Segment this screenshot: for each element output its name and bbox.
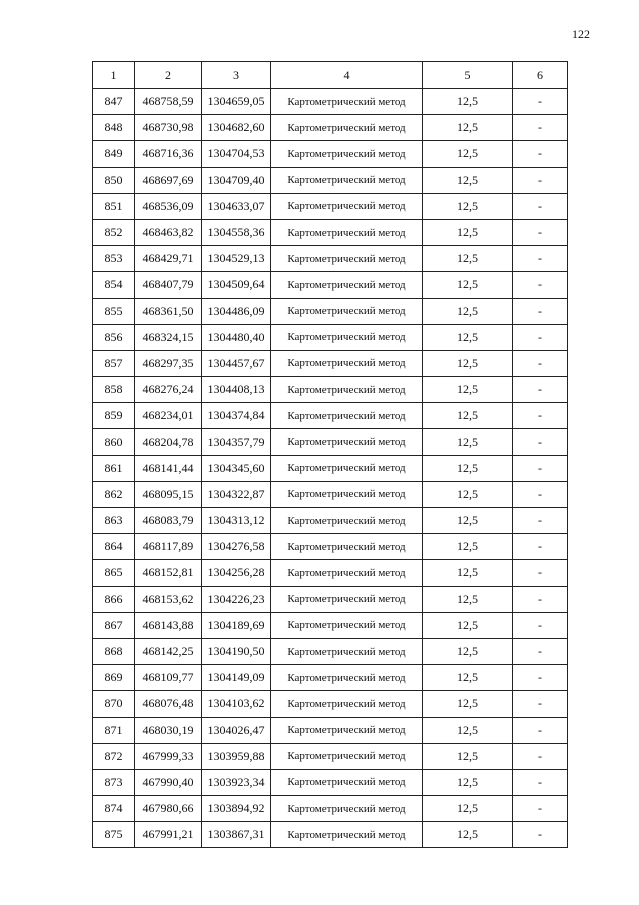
method-cell: Картометрический метод [271,796,423,822]
accuracy-cell: 12,5 [423,717,513,743]
y-coordinate-cell: 1304226,23 [202,586,271,612]
note-cell: - [513,665,568,691]
accuracy-cell: 12,5 [423,324,513,350]
note-cell: - [513,403,568,429]
point-number-cell: 871 [93,717,135,743]
point-number-cell: 853 [93,246,135,272]
y-coordinate-cell: 1304026,47 [202,717,271,743]
y-coordinate-cell: 1304189,69 [202,612,271,638]
x-coordinate-cell: 467999,33 [135,743,202,769]
y-coordinate-cell: 1304190,50 [202,638,271,664]
table-row [93,115,568,141]
table-row [93,377,568,403]
method-cell: Картометрический метод [271,638,423,664]
table-row [93,534,568,560]
x-coordinate-cell: 468076,48 [135,691,202,717]
point-number-cell: 857 [93,350,135,376]
x-coordinate-cell: 468697,69 [135,167,202,193]
method-cell: Картометрический метод [271,691,423,717]
accuracy-cell: 12,5 [423,481,513,507]
x-coordinate-cell: 468463,82 [135,219,202,245]
point-number-cell: 861 [93,455,135,481]
table-row [93,665,568,691]
x-coordinate-cell: 468117,89 [135,534,202,560]
x-coordinate-cell: 468429,71 [135,246,202,272]
point-number-cell: 875 [93,822,135,848]
x-coordinate-cell: 468204,78 [135,429,202,455]
point-number-cell: 863 [93,508,135,534]
point-number-cell: 874 [93,796,135,822]
x-coordinate-cell: 468730,98 [135,115,202,141]
note-cell: - [513,796,568,822]
table-row [93,638,568,664]
y-coordinate-cell: 1304480,40 [202,324,271,350]
y-coordinate-cell: 1303923,34 [202,769,271,795]
accuracy-cell: 12,5 [423,612,513,638]
note-cell: - [513,638,568,664]
note-cell: - [513,508,568,534]
note-cell: - [513,298,568,324]
accuracy-cell: 12,5 [423,350,513,376]
note-cell: - [513,167,568,193]
note-cell: - [513,324,568,350]
point-number-cell: 872 [93,743,135,769]
x-coordinate-cell: 468324,15 [135,324,202,350]
table-row [93,822,568,848]
note-cell: - [513,115,568,141]
x-coordinate-cell: 468152,81 [135,560,202,586]
y-coordinate-cell: 1304276,58 [202,534,271,560]
y-coordinate-cell: 1304682,60 [202,115,271,141]
y-coordinate-cell: 1303867,31 [202,822,271,848]
y-coordinate-cell: 1304149,09 [202,665,271,691]
table-row [93,508,568,534]
y-coordinate-cell: 1304704,53 [202,141,271,167]
method-cell: Картометрический метод [271,219,423,245]
column-header: 3 [202,62,271,89]
table-row [93,560,568,586]
y-coordinate-cell: 1304457,67 [202,350,271,376]
x-coordinate-cell: 468716,36 [135,141,202,167]
accuracy-cell: 12,5 [423,560,513,586]
accuracy-cell: 12,5 [423,141,513,167]
accuracy-cell: 12,5 [423,665,513,691]
point-number-cell: 847 [93,89,135,115]
accuracy-cell: 12,5 [423,167,513,193]
accuracy-cell: 12,5 [423,822,513,848]
point-number-cell: 849 [93,141,135,167]
y-coordinate-cell: 1304529,13 [202,246,271,272]
point-number-cell: 858 [93,377,135,403]
method-cell: Картометрический метод [271,586,423,612]
method-cell: Картометрический метод [271,455,423,481]
y-coordinate-cell: 1304256,28 [202,560,271,586]
point-number-cell: 852 [93,219,135,245]
accuracy-cell: 12,5 [423,298,513,324]
y-coordinate-cell: 1304322,87 [202,481,271,507]
column-header: 6 [513,62,568,89]
note-cell: - [513,743,568,769]
y-coordinate-cell: 1304509,64 [202,272,271,298]
point-number-cell: 868 [93,638,135,664]
point-number-cell: 856 [93,324,135,350]
point-number-cell: 851 [93,193,135,219]
x-coordinate-cell: 468030,19 [135,717,202,743]
table-row [93,796,568,822]
note-cell: - [513,612,568,638]
point-number-cell: 864 [93,534,135,560]
method-cell: Картометрический метод [271,769,423,795]
table-row [93,89,568,115]
method-cell: Картометрический метод [271,115,423,141]
note-cell: - [513,89,568,115]
point-number-cell: 854 [93,272,135,298]
point-number-cell: 873 [93,769,135,795]
x-coordinate-cell: 468758,59 [135,89,202,115]
point-number-cell: 869 [93,665,135,691]
point-number-cell: 862 [93,481,135,507]
table-row [93,167,568,193]
table-row [93,403,568,429]
x-coordinate-cell: 468142,25 [135,638,202,664]
note-cell: - [513,586,568,612]
y-coordinate-cell: 1304558,36 [202,219,271,245]
x-coordinate-cell: 468143,88 [135,612,202,638]
x-coordinate-cell: 468234,01 [135,403,202,429]
table-row [93,298,568,324]
x-coordinate-cell: 468407,79 [135,272,202,298]
note-cell: - [513,193,568,219]
y-coordinate-cell: 1304374,84 [202,403,271,429]
accuracy-cell: 12,5 [423,272,513,298]
method-cell: Картометрический метод [271,350,423,376]
y-coordinate-cell: 1304633,07 [202,193,271,219]
column-header: 1 [93,62,135,89]
x-coordinate-cell: 468297,35 [135,350,202,376]
x-coordinate-cell: 468095,15 [135,481,202,507]
point-number-cell: 860 [93,429,135,455]
y-coordinate-cell: 1303959,88 [202,743,271,769]
table-row [93,246,568,272]
x-coordinate-cell: 468361,50 [135,298,202,324]
accuracy-cell: 12,5 [423,691,513,717]
note-cell: - [513,560,568,586]
method-cell: Картометрический метод [271,717,423,743]
method-cell: Картометрический метод [271,743,423,769]
y-coordinate-cell: 1304408,13 [202,377,271,403]
accuracy-cell: 12,5 [423,193,513,219]
y-coordinate-cell: 1304709,40 [202,167,271,193]
accuracy-cell: 12,5 [423,508,513,534]
accuracy-cell: 12,5 [423,796,513,822]
column-header: 5 [423,62,513,89]
note-cell: - [513,534,568,560]
table-row [93,586,568,612]
note-cell: - [513,481,568,507]
method-cell: Картометрический метод [271,560,423,586]
y-coordinate-cell: 1304486,09 [202,298,271,324]
column-header: 2 [135,62,202,89]
column-header: 4 [271,62,423,89]
table-body [93,89,568,848]
x-coordinate-cell: 468153,62 [135,586,202,612]
table-row [93,141,568,167]
note-cell: - [513,769,568,795]
x-coordinate-cell: 467980,66 [135,796,202,822]
method-cell: Картометрический метод [271,298,423,324]
accuracy-cell: 12,5 [423,429,513,455]
point-number-cell: 867 [93,612,135,638]
table-row [93,272,568,298]
method-cell: Картометрический метод [271,377,423,403]
x-coordinate-cell: 468276,24 [135,377,202,403]
table-row [93,612,568,638]
table-row [93,193,568,219]
method-cell: Картометрический метод [271,193,423,219]
method-cell: Картометрический метод [271,167,423,193]
note-cell: - [513,141,568,167]
accuracy-cell: 12,5 [423,219,513,245]
coordinates-table [92,61,568,848]
accuracy-cell: 12,5 [423,586,513,612]
point-number-cell: 850 [93,167,135,193]
point-number-cell: 865 [93,560,135,586]
method-cell: Картометрический метод [271,612,423,638]
note-cell: - [513,219,568,245]
method-cell: Картометрический метод [271,272,423,298]
accuracy-cell: 12,5 [423,115,513,141]
x-coordinate-cell: 467990,40 [135,769,202,795]
table-row [93,350,568,376]
table-row [93,717,568,743]
point-number-cell: 855 [93,298,135,324]
note-cell: - [513,246,568,272]
x-coordinate-cell: 468083,79 [135,508,202,534]
method-cell: Картометрический метод [271,429,423,455]
accuracy-cell: 12,5 [423,743,513,769]
y-coordinate-cell: 1304103,62 [202,691,271,717]
table-row [93,691,568,717]
point-number-cell: 859 [93,403,135,429]
method-cell: Картометрический метод [271,534,423,560]
note-cell: - [513,822,568,848]
note-cell: - [513,429,568,455]
note-cell: - [513,272,568,298]
table-header-row [93,62,568,89]
accuracy-cell: 12,5 [423,377,513,403]
method-cell: Картометрический метод [271,822,423,848]
accuracy-cell: 12,5 [423,403,513,429]
y-coordinate-cell: 1304357,79 [202,429,271,455]
method-cell: Картометрический метод [271,665,423,691]
note-cell: - [513,377,568,403]
y-coordinate-cell: 1304345,60 [202,455,271,481]
accuracy-cell: 12,5 [423,638,513,664]
note-cell: - [513,717,568,743]
x-coordinate-cell: 467991,21 [135,822,202,848]
accuracy-cell: 12,5 [423,534,513,560]
x-coordinate-cell: 468536,09 [135,193,202,219]
accuracy-cell: 12,5 [423,246,513,272]
note-cell: - [513,350,568,376]
x-coordinate-cell: 468141,44 [135,455,202,481]
table-row [93,455,568,481]
table-row [93,429,568,455]
note-cell: - [513,691,568,717]
point-number-cell: 848 [93,115,135,141]
table-row [93,219,568,245]
note-cell: - [513,455,568,481]
table-row [93,324,568,350]
point-number-cell: 866 [93,586,135,612]
method-cell: Картометрический метод [271,89,423,115]
table-row [93,769,568,795]
method-cell: Картометрический метод [271,141,423,167]
method-cell: Картометрический метод [271,508,423,534]
method-cell: Картометрический метод [271,481,423,507]
method-cell: Картометрический метод [271,324,423,350]
accuracy-cell: 12,5 [423,769,513,795]
accuracy-cell: 12,5 [423,89,513,115]
y-coordinate-cell: 1303894,92 [202,796,271,822]
accuracy-cell: 12,5 [423,455,513,481]
y-coordinate-cell: 1304659,05 [202,89,271,115]
point-number-cell: 870 [93,691,135,717]
x-coordinate-cell: 468109,77 [135,665,202,691]
method-cell: Картометрический метод [271,403,423,429]
table-row [93,481,568,507]
y-coordinate-cell: 1304313,12 [202,508,271,534]
page-number: 122 [572,27,590,41]
method-cell: Картометрический метод [271,246,423,272]
table-row [93,743,568,769]
